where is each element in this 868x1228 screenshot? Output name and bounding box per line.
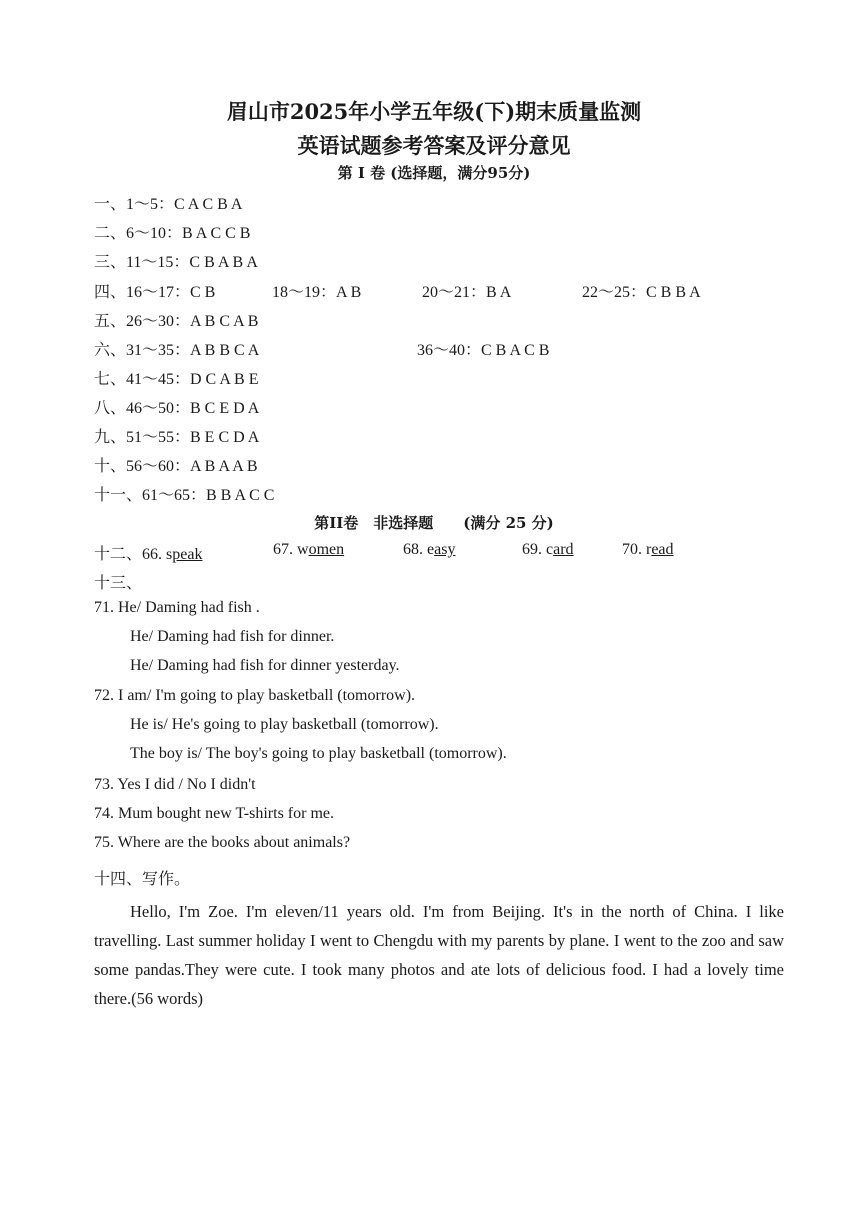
q72-answer-2: He is/ He's going to play basketball (tomorrow). — [130, 716, 439, 733]
q12-item-70 — [622, 541, 674, 559]
q12-item-69-answer: ard — [553, 541, 574, 558]
q12-item-66-num: 66. s — [142, 546, 173, 563]
q75-answer: 75. Where are the books about animals? — [94, 834, 351, 851]
q12-prefix: 十二、 — [94, 546, 143, 563]
answer-row-1: 一、1～5：C A C B A — [94, 196, 243, 213]
answer-row-2: 二、6～10：B A C C B — [94, 225, 251, 242]
answer-row-5: 五、26～30：A B C A B — [94, 313, 259, 330]
answer-row-6-a: 六、31～35：A B B C A — [94, 342, 260, 359]
answer-row-4-d: 22～25：C B B A — [582, 284, 701, 301]
q71-answer-3: He/ Daming had fish for dinner yesterday. — [130, 657, 400, 674]
q13-label: 十三、 — [94, 575, 143, 592]
q12-item-69-num: 69. c — [522, 541, 554, 558]
q12-item-68 — [403, 541, 455, 559]
answer-row-4-c: 20～21：B A — [422, 284, 512, 301]
q12-item-66-answer: peak — [172, 546, 203, 563]
answer-row-3: 三、11～15：C B A B A — [94, 254, 258, 271]
answer-row-10: 十、56～60：A B A A B — [94, 458, 258, 475]
answer-row-4-b: 18～19：A B — [272, 284, 362, 301]
page-title: 眉山市2025年小学五年级(下)期末质量监测 — [226, 99, 642, 124]
q71-answer-1: 71. He/ Daming had fish . — [94, 599, 260, 616]
q12-item-67-answer: omen — [308, 541, 345, 558]
page-subtitle: 英语试题参考答案及评分意见 — [297, 133, 571, 158]
q71-answer-2: He/ Daming had fish for dinner. — [130, 628, 335, 645]
answer-row-4-a: 四、16～17：C B — [94, 284, 216, 301]
q12-item-68-num: 68. e — [403, 541, 435, 558]
answer-row-11: 十一、61～65：B B A C C — [94, 487, 275, 504]
q14-label: 十四、写作。 — [94, 871, 191, 888]
answer-row-7: 七、41～45：D C A B E — [94, 371, 259, 388]
sample-essay: Hello, I'm Zoe. I'm eleven/11 years old. I'm from Beijing. It's in the north of China. I like travelling. Last summer holiday I went to Chengdu with my parents by plane. I went to the zoo and saw some pandas.They were cute. I took many photos and ate lots of delicious food. I had a lovely time there.(56 words) — [94, 902, 784, 1008]
q74-answer: 74. Mum bought new T-shirts for me. — [94, 805, 334, 822]
q12-item-70-num: 70. r — [622, 541, 652, 558]
answer-row-8: 八、46～50：B C E D A — [94, 400, 260, 417]
answer-row-6-b: 36～40：C B A C B — [417, 342, 550, 359]
q72-answer-3: The boy is/ The boy's going to play basketball (tomorrow). — [130, 745, 507, 762]
q72-answer-1: 72. I am/ I'm going to play basketball (tomorrow). — [94, 687, 416, 704]
q12-item-70-answer: ead — [651, 541, 674, 558]
q73-answer: 73. Yes I did / No I didn't — [94, 776, 256, 793]
q12-item-67-num: 67. w — [273, 541, 309, 558]
q12-item-67 — [273, 541, 344, 559]
q12-item-68-answer: asy — [434, 541, 456, 558]
part1-heading: 第 I 卷 (选择题，满分95分) — [337, 164, 531, 182]
answer-row-9: 九、51～55：B E C D A — [94, 429, 260, 446]
part2-heading: 第II卷 非选择题 (满分 25 分) — [314, 514, 554, 532]
q12-item-69 — [522, 541, 574, 559]
q12-label — [94, 541, 202, 564]
